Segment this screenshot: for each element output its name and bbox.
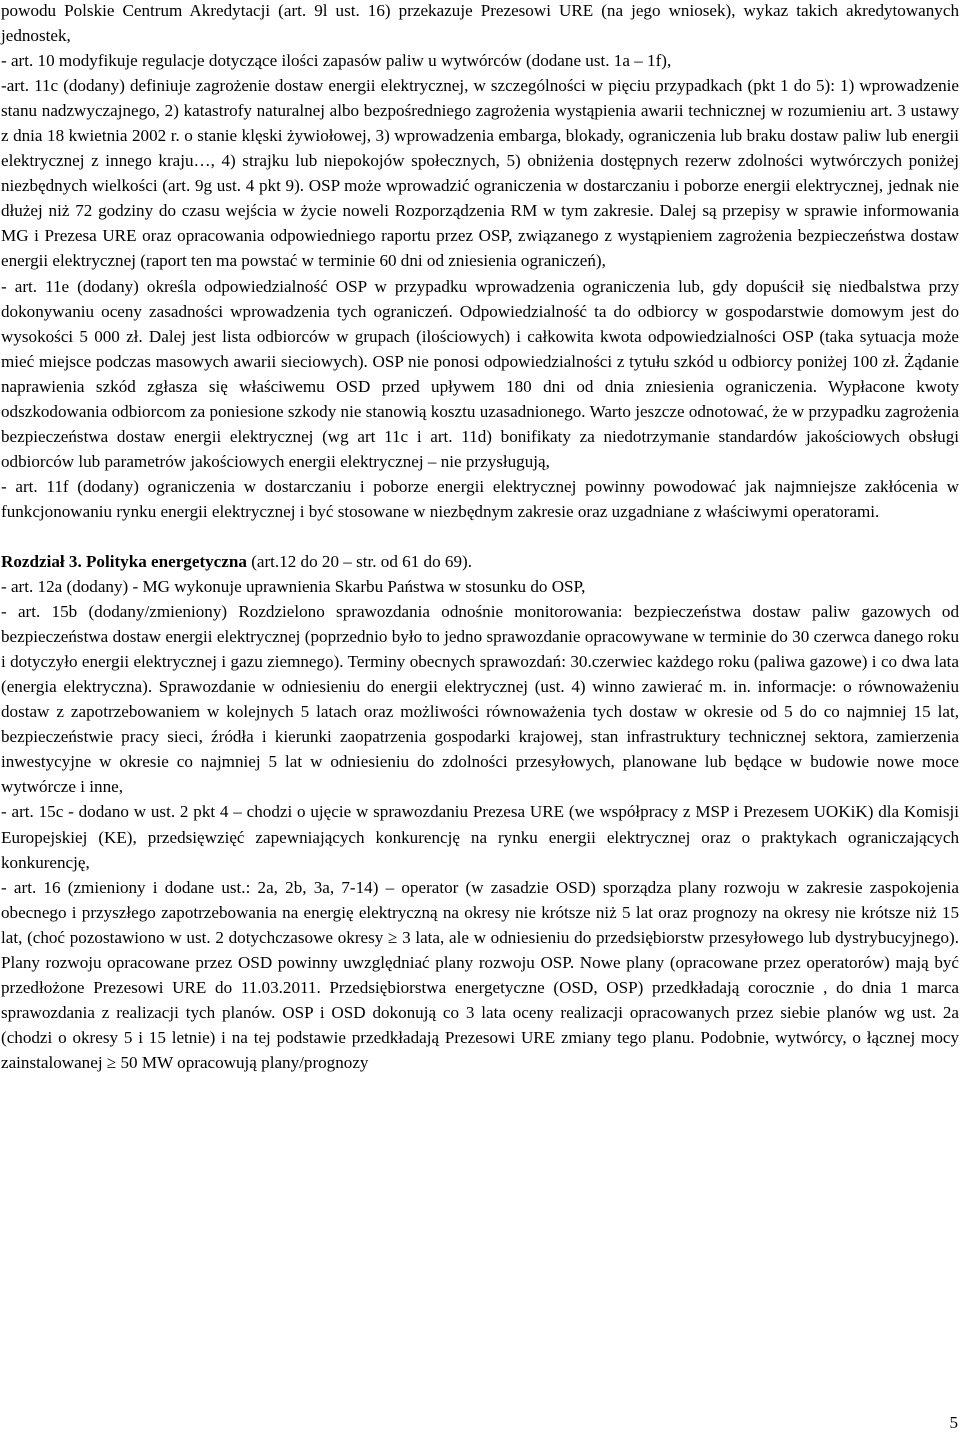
- paragraph: -art. 11c (dodany) definiuje zagrożenie dostaw energii elektrycznej, w szczególności w pięciu przypadkach (pkt 1 do 5): 1) wprowadzenie stanu nadzwyczajnego, 2) katastrofy naturalnej albo bezpośredniego zagrożenia wystąpienia awarii technicznej w rozumieniu art. 3 ustawy z dnia 18 kwietnia 2002 r. o stanie klęski żywiołowej, 3) wprowadzenia embarga, blokady, ograniczenia lub braku dostaw paliw lub energii elektrycznej z innego kraju…, 4) strajku lub niepokojów społecznych, 5) obniżenia dostępnych rezerw zdolności wytwórczych poniżej niezbędnych wielkości (art. 9g ust. 4 pkt 9). OSP może wprowadzić ograniczenia w dostarczaniu i poborze energii elektrycznej, jednak nie dłużej niż 72 godziny do czasu wejścia w życie noweli Rozporządzenia RM w tym zakresie. Dalej są przepisy w sprawie informowania MG i Prezesa URE oraz opracowania odpowiedniego raportu przez OSP, związanego z wystąpieniem zagrożenia bezpieczeństwa dostaw energii elektrycznej (raport ten ma powstać w terminie 60 dni od zniesienia ograniczeń),: [1, 76, 959, 271]
- paragraph-gap: [1, 524, 959, 549]
- paragraph: - art. 15b (dodany/zmieniony) Rozdzielono sprawozdania odnośnie monitorowania: bezpieczeństwa dostaw paliw gazowych od bezpieczeństwa dostaw energii elektrycznej (poprzednio było to jedno sprawozdanie opracowywane w terminie do 30 czerwca danego roku i dotyczyło energii elektrycznej i gazu ziemnego). Terminy obecnych sprawozdań: 30.czerwiec każdego roku (paliwa gazowe) i co dwa lata (energia elektryczna). Sprawozdanie w odniesieniu do energii elektrycznej (ust. 4) winno zawierać m. in. informacje: o równoważeniu dostaw z zapotrzebowaniem w kolejnych 5 latach oraz możliwości równoważenia tych dostaw w okresie od 5 do co najmniej 15 lat, bezpieczeństwie pracy sieci, źródła i kierunki zaopatrzenia gospodarki krajowej, stan infrastruktury technicznej sektora, zamierzenia inwestycyjne w okresie co najmniej 5 lat w odniesieniu do zdolności przesyłowych, planowane lub będące w budowie nowe moce wytwórcze i inne,: [1, 602, 959, 797]
- paragraph: - art. 15c - dodano w ust. 2 pkt 4 – chodzi o ujęcie w sprawozdaniu Prezesa URE (we współpracy z MSP i Prezesem UOKiK) dla Komisji Europejskiej (KE), przedsięwzięć zapewniających konkurencję na rynku energii elektrycznej oraz o praktykach ograniczających konkurencję,: [1, 802, 959, 872]
- paragraph: - art. 11e (dodany) określa odpowiedzialność OSP w przypadku wprowadzenia ograniczenia lub, gdy dopuścił się niedbalstwa przy dokonywaniu oceny zasadności wprowadzenia tych ograniczeń. Odpowiedzialność ta do odbiorcy w gospodarstwie domowym jest do wysokości 5 000 zł. Dalej jest lista odbiorców w grupach (ilościowych) i całkowita kwota odpowiedzialności OSP (taka sytuacja może mieć miejsce podczas masowych awarii sieciowych). OSP nie ponosi odpowiedzialności z tytułu szkód u odbiorcy poniżej 100 zł. Żądanie naprawienia szkód zgłasza się właściwemu OSD przed upływem 180 dni od dnia zniesienia ograniczenia. Wypłacone kwoty odszkodowania odbiorcom za poniesione szkody nie stanowią kosztu uzasadnionego. Warto jeszcze odnotować, że w przypadku zagrożenia bezpieczeństwa dostaw energii elektrycznej (wg art 11c i art. 11d) bonifikaty za niedotrzymanie standardów jakościowych obsługi odbiorców lub parametrów jakościowych energii elektrycznej – nie przysługują,: [1, 276, 959, 471]
- paragraph: - art. 12a (dodany) - MG wykonuje uprawnienia Skarbu Państwa w stosunku do OSP,: [1, 577, 586, 597]
- paragraph: - art. 16 (zmieniony i dodane ust.: 2a, 2b, 3a, 7-14) – operator (w zasadzie OSD) sporządza plany rozwoju w zakresie zaspokojenia obecnego i przyszłego zapotrzebowania na energię elektryczną na okresy nie krótsze niż 5 lat oraz prognozy na okresy nie krótsze niż 15 lat, (choć pozostawiono w ust. 2 dotychczasowe okresy ≥ 3 lata, ale w odniesieniu do przedsiębiorstw przesyłowego lub dystrybucyjnego). Plany rozwoju opracowane przez OSD powinny uwzględniać plany rozwoju OSP. Nowe plany (opracowane przez operatorów) mają być przedłożone Prezesowi URE do 11.03.2011. Przedsiębiorstwa energetyczne (OSD, OSP) przedkładają corocznie , do dnia 1 marca sprawozdania z realizacji tych planów. OSP i OSD dokonują co 3 lata oceny realizacji opracowanych przez siebie planów wg ust. 2a (chodzi o okresy 5 i 15 letnie) i na tej podstawie przedkładają Prezesowi URE zmiany tego planu. Podobnie, wytwórcy, o łącznej mocy zainstalowanej ≥ 50 MW opracowują plany/prognozy: [1, 877, 959, 1072]
- page-number: 5: [949, 1413, 958, 1432]
- text-column: [1, 0, 959, 1075]
- paragraph: - art. 10 modyfikuje regulacje dotyczące ilości zapasów paliw u wytwórców (dodane ust. 1a – 1f),: [1, 51, 672, 71]
- section-heading: [1, 549, 959, 574]
- paragraph: powodu Polskie Centrum Akredytacji (art. 9l ust. 16) przekazuje Prezesowi URE (na jego wniosek), wykaz takich akredytowanych jednostek,: [1, 1, 959, 46]
- paragraph: - art. 11f (dodany) ograniczenia w dostarczaniu i poborze energii elektrycznej powinny powodować jak najmniejsze zakłócenia w funkcjonowaniu rynku energii elektrycznej i być stosowane w niezbędnym zakresie oraz uzgadniane z właściwymi operatorami.: [1, 476, 959, 521]
- section-heading-range: (art.12 do 20 – str. od 61 do 69).: [246, 551, 472, 571]
- section-heading-title: Rozdział 3. Polityka energetyczna: [1, 551, 247, 571]
